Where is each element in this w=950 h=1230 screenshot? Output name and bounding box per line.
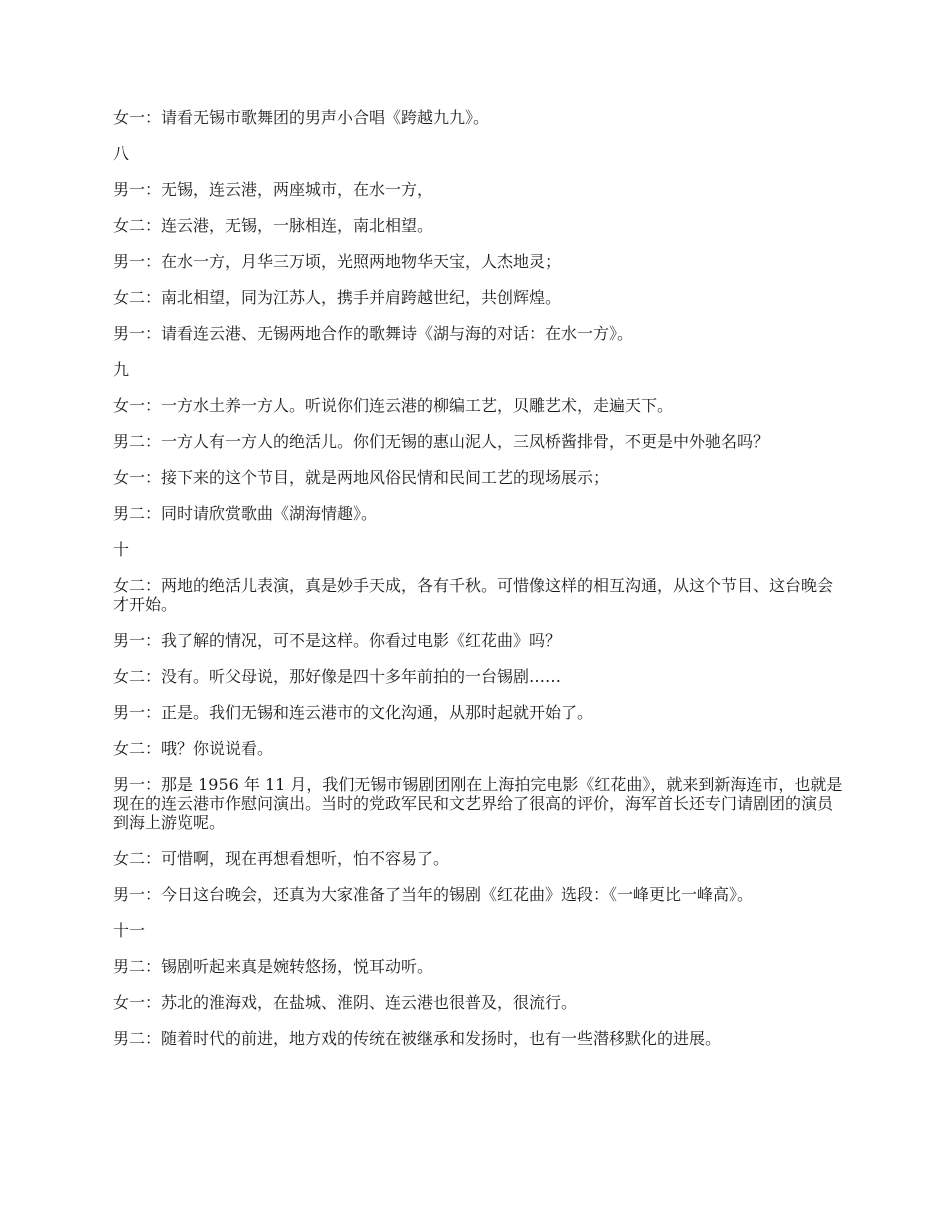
- script-line: 女二：南北相望，同为江苏人，携手并肩跨越世纪，共创辉煌。: [113, 288, 562, 307]
- section-number: 八: [113, 144, 130, 163]
- script-line: 女二：可惜啊，现在再想看想听，怕不容易了。: [113, 849, 450, 868]
- script-line: 女二：两地的绝活儿表演，真是妙手天成，各有千秋。可惜像这样的相互沟通，从这个节目、这台晚会才开始。: [113, 576, 834, 614]
- script-line: 男一：请看连云港、无锡两地合作的歌舞诗《湖与海的对话：在水一方》。: [113, 324, 634, 343]
- script-line: 女二：连云港，无锡，一脉相连，南北相望。: [113, 216, 434, 235]
- script-line: 男二：同时请欣赏歌曲《湖海情趣》。: [113, 504, 378, 523]
- script-line: 男一：无锡，连云港，两座城市，在水一方，: [113, 180, 434, 199]
- script-line: 男一：在水一方，月华三万顷，光照两地物华天宝，人杰地灵；: [113, 252, 562, 271]
- script-line: 男一：正是。我们无锡和连云港市的文化沟通，从那时起就开始了。: [113, 703, 594, 722]
- section-number: 九: [113, 360, 130, 379]
- script-line: 男一：今日这台晚会，还真为大家准备了当年的锡剧《红花曲》选段：《一峰更比一峰高》。: [113, 885, 754, 904]
- document-page: [113, 108, 843, 1065]
- script-line: 女二：没有。听父母说，那好像是四十多年前拍的一台锡剧……: [113, 667, 562, 686]
- script-line: 男二：一方人有一方人的绝活儿。你们无锡的惠山泥人，三凤桥酱排骨，不更是中外驰名吗？: [113, 432, 770, 451]
- section-number: 十: [113, 540, 130, 559]
- section-number: 十一: [113, 921, 146, 940]
- script-line: 女一：苏北的淮海戏，在盐城、淮阴、连云港也很普及，很流行。: [113, 993, 578, 1012]
- script-line: 男二：锡剧听起来真是婉转悠扬，悦耳动听。: [113, 957, 434, 976]
- script-line: 男一：那是 1956 年 11 月，我们无锡市锡剧团刚在上海拍完电影《红花曲》，就来到新海连市，也就是现在的连云港市作慰问演出。当时的党政军民和文艺界给了很高的评价，海军首长还专门请剧团的演员到海上游览呢。: [113, 775, 843, 832]
- script-line: 男二：随着时代的前进，地方戏的传统在被继承和发扬时，也有一些潜移默化的进展。: [113, 1029, 722, 1048]
- script-line: 男一：我了解的情况，可不是这样。你看过电影《红花曲》吗？: [113, 631, 562, 650]
- script-line: 女一：接下来的这个节目，就是两地风俗民情和民间工艺的现场展示；: [113, 468, 610, 487]
- script-line: 女二：哦？你说说看。: [113, 739, 274, 758]
- script-line: 女一：请看无锡市歌舞团的男声小合唱《跨越九九》。: [113, 108, 490, 127]
- script-line: 女一：一方水土养一方人。听说你们连云港的柳编工艺，贝雕艺术，走遍天下。: [113, 396, 674, 415]
